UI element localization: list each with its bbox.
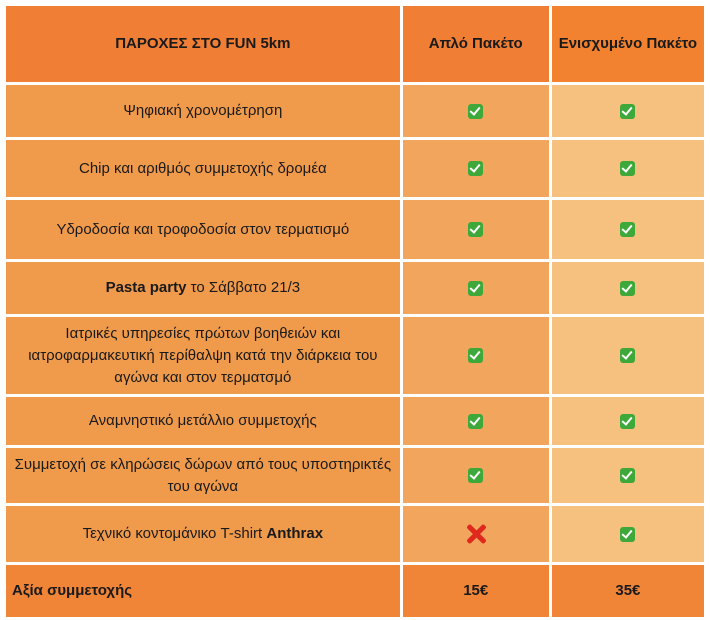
table-row bbox=[6, 317, 704, 394]
feature-label-rest: το Σάββατο 21/3 bbox=[186, 279, 301, 296]
check-icon bbox=[620, 281, 635, 296]
feature-label-bold: Anthrax bbox=[266, 525, 324, 542]
header-enhanced-package: Ενισχυμένο Πακέτο bbox=[552, 6, 704, 82]
check-icon bbox=[468, 414, 483, 429]
feature-label-rest: Τεχνικό κοντομάνικο T-shirt bbox=[82, 525, 267, 542]
enhanced-cell bbox=[552, 140, 704, 197]
table-row bbox=[6, 448, 704, 503]
feature-label: Συμμετοχή σε κληρώσεις δώρων από τους υποστηρικτές του αγώνα bbox=[6, 448, 400, 503]
table-row bbox=[6, 262, 704, 314]
check-icon bbox=[468, 222, 483, 237]
table-footer-row bbox=[6, 565, 704, 617]
table-row bbox=[6, 200, 704, 259]
check-icon bbox=[620, 527, 635, 542]
basic-price: 15€ bbox=[403, 565, 549, 617]
feature-label: Ιατρικές υπηρεσίες πρώτων βοηθειών και ιατροφαρμακευτική περίθαλψη κατά την διάρκεια του αγώνα και στον τερματσμό bbox=[6, 317, 400, 394]
table-header-row bbox=[6, 6, 704, 82]
basic-cell bbox=[403, 262, 549, 314]
basic-cell bbox=[403, 506, 549, 562]
feature-label: Ψηφιακή χρονομέτρηση bbox=[6, 85, 400, 137]
basic-cell bbox=[403, 448, 549, 503]
check-icon bbox=[468, 161, 483, 176]
cross-icon bbox=[465, 523, 487, 545]
basic-cell bbox=[403, 397, 549, 445]
price-label: Αξία συμμετοχής bbox=[6, 565, 400, 617]
basic-cell bbox=[403, 200, 549, 259]
package-comparison-table bbox=[3, 3, 707, 620]
enhanced-cell bbox=[552, 506, 704, 562]
feature-label: Αναμνηστικό μετάλλιο συμμετοχής bbox=[6, 397, 400, 445]
feature-label bbox=[6, 506, 400, 562]
basic-cell bbox=[403, 85, 549, 137]
enhanced-cell bbox=[552, 397, 704, 445]
header-features: ΠΑΡΟΧΕΣ ΣΤΟ FUN 5km bbox=[6, 6, 400, 82]
enhanced-cell bbox=[552, 85, 704, 137]
check-icon bbox=[620, 414, 635, 429]
check-icon bbox=[620, 468, 635, 483]
check-icon bbox=[620, 104, 635, 119]
check-icon bbox=[468, 281, 483, 296]
enhanced-cell bbox=[552, 317, 704, 394]
check-icon bbox=[468, 348, 483, 363]
basic-cell bbox=[403, 317, 549, 394]
enhanced-cell bbox=[552, 200, 704, 259]
header-basic-package: Απλό Πακέτο bbox=[403, 6, 549, 82]
enhanced-price: 35€ bbox=[552, 565, 704, 617]
basic-cell bbox=[403, 140, 549, 197]
table-row bbox=[6, 506, 704, 562]
check-icon bbox=[468, 468, 483, 483]
check-icon bbox=[620, 348, 635, 363]
table-row bbox=[6, 85, 704, 137]
check-icon bbox=[620, 222, 635, 237]
pricing-table-container bbox=[3, 3, 707, 611]
feature-label bbox=[6, 262, 400, 314]
feature-label-bold: Pasta party bbox=[105, 279, 187, 296]
enhanced-cell bbox=[552, 262, 704, 314]
check-icon bbox=[468, 104, 483, 119]
feature-label: Υδροδοσία και τροφοδοσία στον τερματισμό bbox=[6, 200, 400, 259]
check-icon bbox=[620, 161, 635, 176]
table-row bbox=[6, 140, 704, 197]
enhanced-cell bbox=[552, 448, 704, 503]
table-row bbox=[6, 397, 704, 445]
feature-label: Chip και αριθμός συμμετοχής δρομέα bbox=[6, 140, 400, 197]
